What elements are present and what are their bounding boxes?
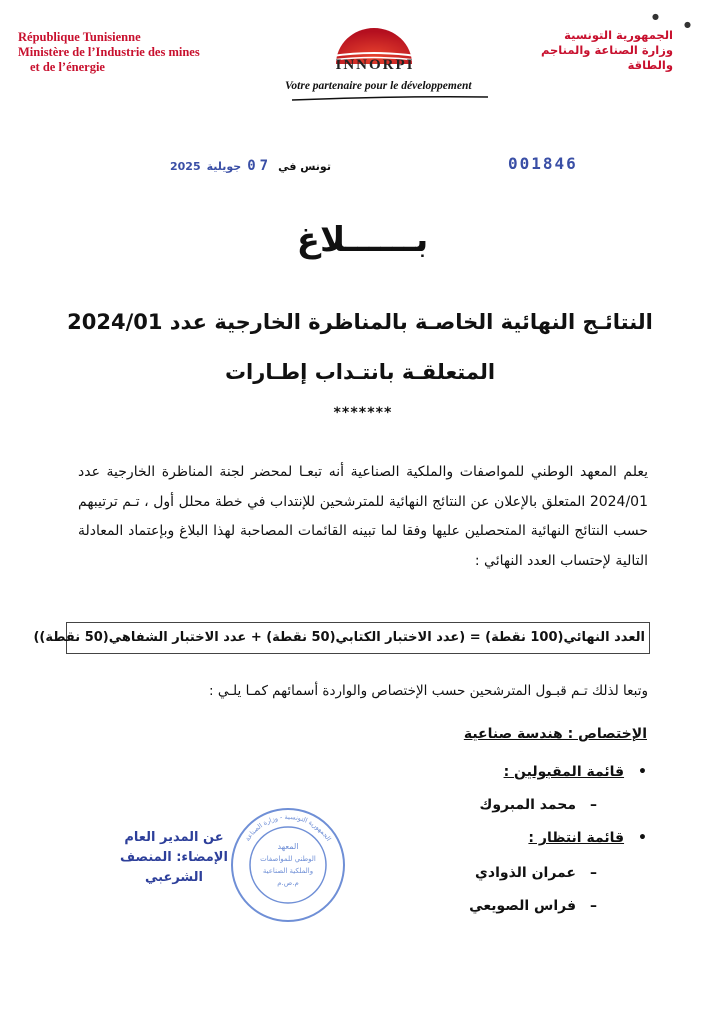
svg-text:الوطني للمواصفات: الوطني للمواصفات bbox=[260, 855, 316, 863]
notice-title: بــــــلاغ bbox=[296, 220, 429, 260]
subtitle-line-1: النتائـج النهائية الخاصـة بالمناظرة الخارجية عدد 2024/01 bbox=[67, 310, 653, 334]
waiting-label: قائمة انتظار : bbox=[528, 830, 625, 846]
waiting-list-heading bbox=[528, 830, 647, 846]
svg-text:الجمهورية التونسية - وزارة الص: الجمهورية التونسية - وزارة الصناعة bbox=[243, 812, 333, 843]
specialty-heading: الإختصاص : هندسة صناعية bbox=[463, 726, 647, 742]
french-header bbox=[18, 30, 248, 75]
fr-header-line-3: et de l’énergie bbox=[30, 60, 105, 74]
ar-header-line-1: الجمهورية التونسية bbox=[564, 28, 673, 42]
date-city: تونس في bbox=[278, 160, 331, 173]
signature-block bbox=[104, 828, 244, 888]
waiting-name: فراس الصويعي bbox=[469, 898, 576, 914]
bullet-icon: • bbox=[638, 830, 647, 846]
logo-text: INNORPI bbox=[335, 57, 415, 73]
signature-line-1: عن المدير العام bbox=[124, 830, 224, 845]
logo-tagline: Votre partenaire pour le développement bbox=[285, 80, 472, 92]
signature-line-2: الإمضاء: المنصف الشرعبي bbox=[120, 850, 228, 885]
ar-header-line-3: والطاقة bbox=[627, 58, 673, 72]
dash-icon: – bbox=[590, 797, 597, 813]
list-item bbox=[479, 797, 597, 813]
date-day: 07 bbox=[247, 158, 273, 174]
list-item bbox=[475, 865, 597, 881]
scan-dot: ● bbox=[684, 20, 691, 29]
separator: ******* bbox=[332, 405, 392, 421]
dash-icon: – bbox=[590, 898, 597, 914]
date-year: 2025 bbox=[170, 160, 201, 173]
svg-text:م.ص.م: م.ص.م bbox=[277, 879, 299, 887]
dash-icon: – bbox=[590, 865, 597, 881]
date-line bbox=[170, 158, 331, 174]
fr-header-line-2: Ministère de l’Industrie des mines bbox=[18, 45, 200, 59]
formula-box: العدد النهائي(100 نقطة) = (عدد الاختبار الكتابي(50 نقطة) + عدد الاختبار الشفاهي(50 نقطة)) bbox=[66, 622, 650, 654]
accepted-name: محمد المبروك bbox=[479, 797, 576, 813]
waiting-name: عمران الذوادي bbox=[475, 865, 576, 881]
body-paragraph: يعلم المعهد الوطني للمواصفات والملكية الصناعية أنه تبعـا لمحضر لجنة المناظرة الخارجية عدد 2024/01 المتعلق بالإعلان عن النتائج النهائية للمترشحين للإنتداب في خطة محلل أول ، تـم ترتيبهم حسب النتائج النهائية المتحصلين عليها وفقا لما تبينه القائمات المصاحبة لهذا البلاغ وبإعتماد المعادلة التالية لإحتساب العدد النهائي : bbox=[78, 464, 648, 569]
svg-text:والملكية الصناعية: والملكية الصناعية bbox=[262, 867, 314, 875]
reference-number: 001846 bbox=[508, 154, 578, 173]
list-item bbox=[469, 898, 597, 914]
date-month: جويلية bbox=[206, 160, 242, 173]
accepted-list-heading bbox=[504, 764, 647, 780]
ar-header-line-2: وزارة الصناعة والمناجم bbox=[541, 43, 673, 57]
list-intro: وتبعا لذلك تـم قبـول المترشحين حسب الإختصاص والواردة أسمائهم كمـا يلـي : bbox=[209, 683, 648, 699]
svg-text:المعهد: المعهد bbox=[277, 842, 299, 851]
subtitle-line-2: المتعلقـة بانتـداب إطـارات bbox=[224, 360, 496, 384]
fr-header-line-1: République Tunisienne bbox=[18, 30, 141, 44]
arabic-header bbox=[503, 28, 673, 73]
swoosh-underline-icon bbox=[290, 94, 490, 104]
accepted-label: قائمة المقبولين : bbox=[503, 764, 625, 780]
official-stamp-icon bbox=[228, 805, 348, 925]
scan-dot: ● bbox=[652, 12, 659, 21]
bullet-icon: • bbox=[638, 764, 647, 780]
